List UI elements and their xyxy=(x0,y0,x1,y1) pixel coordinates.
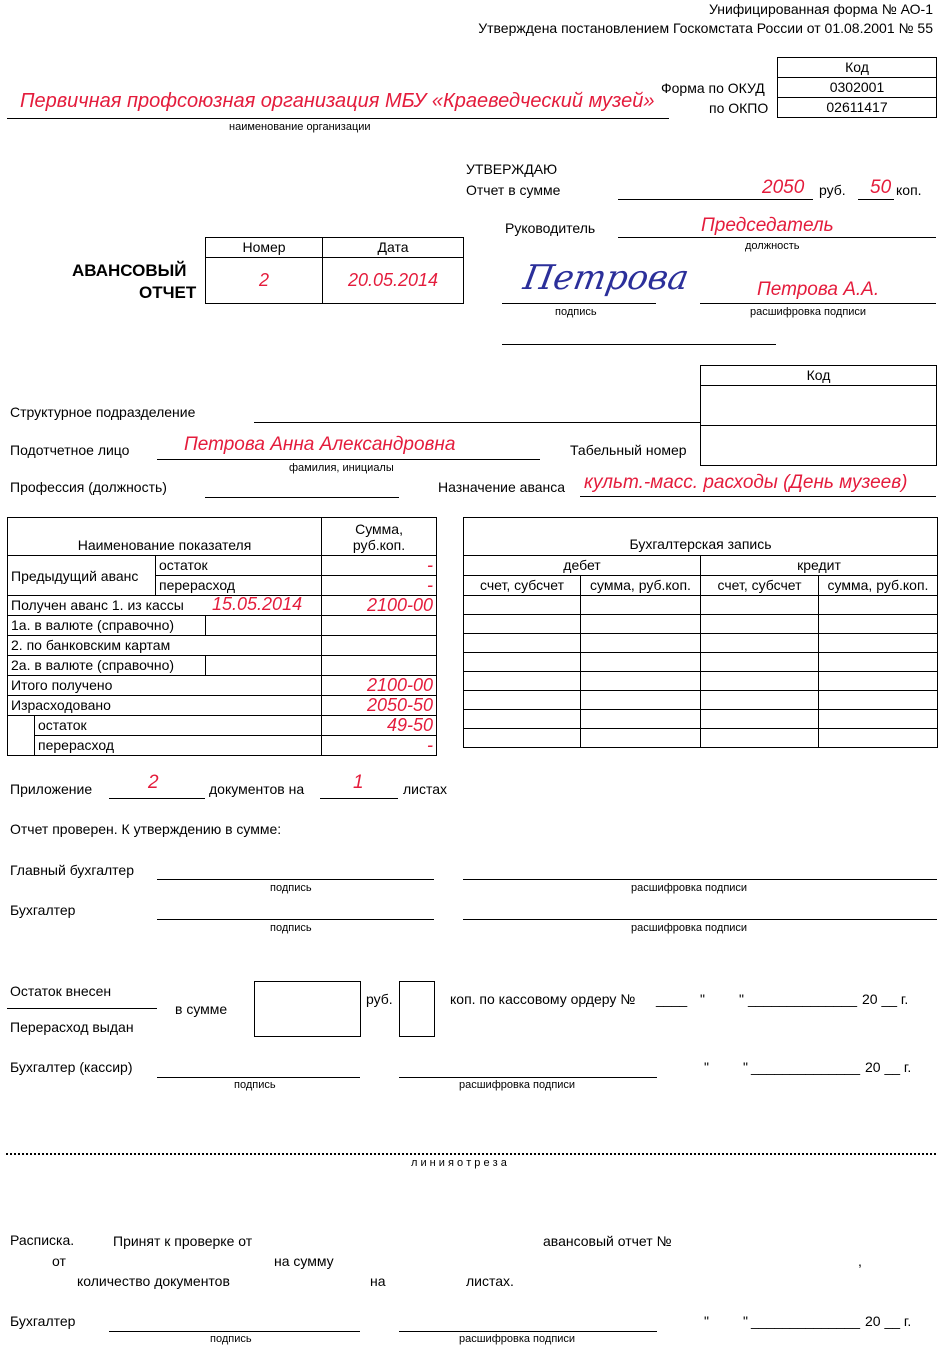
row-label: остаток xyxy=(35,716,322,736)
accounting-title: Бухгалтерская запись xyxy=(464,518,938,556)
receipt-from: от xyxy=(52,1253,66,1269)
head-signature: Петрова xyxy=(520,258,692,298)
row-label: Итого получено xyxy=(8,676,322,696)
receipt-on-sum: на сумму xyxy=(274,1253,334,1269)
cashier-date-blank: ______________ xyxy=(751,1059,861,1075)
row-label: остаток xyxy=(156,556,322,576)
profession-label: Профессия (должность) xyxy=(10,479,167,495)
okud-code-table xyxy=(777,57,937,118)
col-sum-header-2: руб.коп. xyxy=(352,536,406,553)
receipt-quote-open: " xyxy=(704,1313,709,1329)
approve-sum-rub: 2050 xyxy=(762,177,805,198)
report-date: 20.05.2014 xyxy=(323,258,464,304)
debit-acc-header: счет, субсчет xyxy=(464,576,581,596)
attachment-docs-label: документов на xyxy=(209,781,305,797)
person-caption: фамилия, инициалы xyxy=(289,462,394,474)
approve-sum-kop: 50 xyxy=(870,177,892,198)
order-year: 20 __ г. xyxy=(862,991,909,1007)
rub-label: руб. xyxy=(819,182,846,198)
code-header: Код xyxy=(778,58,937,78)
report-number: 2 xyxy=(206,258,323,304)
receipt-date-blank: ______________ xyxy=(751,1313,861,1329)
debit-sum-header: сумма, руб.коп. xyxy=(581,576,701,596)
approve-title: УТВЕРЖДАЮ xyxy=(466,161,558,177)
indicators-table xyxy=(7,517,437,756)
accountant-decoding-caption: расшифровка подписи xyxy=(631,922,748,934)
receipt-decoding-caption: расшифровка подписи xyxy=(459,1333,576,1345)
attachment-sheets-label: листах xyxy=(403,781,448,797)
receipt-docs-count: количество документов xyxy=(77,1273,230,1289)
row-value: - xyxy=(322,736,437,756)
chief-sign-caption: подпись xyxy=(270,882,312,894)
row-value xyxy=(322,616,437,636)
approve-sum-label: Отчет в сумме xyxy=(466,182,561,198)
attachment-sheets: 1 xyxy=(353,772,364,793)
cashier-quote-close: " xyxy=(743,1059,748,1075)
row-label: Израсходовано xyxy=(8,696,322,716)
row-label: 2а. в валюте (справочно) xyxy=(8,656,206,676)
cashier-sign-caption: подпись xyxy=(234,1079,276,1091)
person-code-table xyxy=(700,365,937,466)
tab-number-label: Табельный номер xyxy=(570,442,687,458)
organization-caption: наименование организации xyxy=(229,121,371,133)
okpo-label: по ОКПО xyxy=(709,100,769,116)
person-name: Петрова Анна Александровна xyxy=(184,434,456,455)
row-label: 2. по банковским картам xyxy=(8,636,322,656)
okud-value: 0302001 xyxy=(778,78,937,98)
col-sum-header-1: Сумма, xyxy=(355,520,403,537)
balance-in-label: Остаток внесен xyxy=(10,983,112,999)
head-decoding: Петрова А.А. xyxy=(757,279,880,300)
cashier-decoding-caption: расшифровка подписи xyxy=(459,1079,576,1091)
row-value xyxy=(322,656,437,676)
receipt-accepted: Принят к проверке от xyxy=(113,1233,253,1249)
sum-kop-box xyxy=(399,981,435,1037)
okud-label: Форма по ОКУД xyxy=(661,80,765,96)
row-label: перерасход xyxy=(156,576,322,596)
attachment-label: Приложение xyxy=(10,781,93,797)
debit-header: дебет xyxy=(464,556,701,576)
attachment-docs: 2 xyxy=(148,772,159,793)
row-value: 2100-00 xyxy=(322,596,437,616)
person-label: Подотчетное лицо xyxy=(10,442,130,458)
row-label: перерасход xyxy=(35,736,322,756)
row-value: 2100-00 xyxy=(322,676,437,696)
row-value: 49-50 xyxy=(322,716,437,736)
row-value xyxy=(322,636,437,656)
prev-advance-label: Предыдущий аванс xyxy=(8,556,156,596)
cashier-year: 20 __ г. xyxy=(865,1059,912,1075)
cash-order-label: коп. по кассовому ордеру № xyxy=(450,991,636,1007)
order-date-blank: ______________ xyxy=(748,991,858,1007)
cut-line-label: л и н и я о т р е з а xyxy=(411,1157,507,1169)
purpose-value: культ.-масс. расходы (День музеев) xyxy=(584,472,908,493)
accountant-label: Бухгалтер xyxy=(10,902,76,918)
kop-label: коп. xyxy=(896,182,922,198)
head-position: Председатель xyxy=(701,215,834,236)
okpo-value: 02611417 xyxy=(778,98,937,118)
number-header: Номер xyxy=(206,238,323,258)
col-name-header: Наименование показателя xyxy=(8,518,322,556)
receipt-quote-close: " xyxy=(743,1313,748,1329)
chief-decoding-caption: расшифровка подписи xyxy=(631,882,748,894)
credit-acc-header: счет, субсчет xyxy=(701,576,819,596)
receipt-sheets: листах. xyxy=(466,1273,514,1289)
advance-date: 15.05.2014 xyxy=(212,594,303,614)
row-value: 2050-50 xyxy=(322,696,437,716)
quote-open: " xyxy=(700,991,705,1007)
row-label: Получен аванс 1. из кассы xyxy=(11,597,184,613)
organization-name: Первичная профсоюзная организация МБУ «Краеведческий музей» xyxy=(20,90,655,112)
sum-rub-box xyxy=(254,981,361,1037)
chief-accountant-label: Главный бухгалтер xyxy=(10,862,134,878)
person-code-header: Код xyxy=(701,366,937,386)
order-number-blank: ____ xyxy=(656,991,688,1007)
verified-text: Отчет проверен. К утверждению в сумме: xyxy=(10,821,282,837)
cashier-label: Бухгалтер (кассир) xyxy=(10,1059,133,1075)
receipt-report-no: авансовый отчет № xyxy=(543,1233,672,1249)
position-caption: должность xyxy=(745,240,800,252)
date-header: Дата xyxy=(323,238,464,258)
cash-rub-label: руб. xyxy=(366,991,393,1007)
row-value: - xyxy=(322,556,437,576)
overspend-out-label: Перерасход выдан xyxy=(10,1019,134,1035)
receipt-accountant: Бухгалтер xyxy=(10,1313,76,1329)
division-label: Структурное подразделение xyxy=(10,404,196,420)
receipt-on: на xyxy=(370,1273,386,1289)
report-title-1: АВАНСОВЫЙ xyxy=(72,261,187,280)
in-sum-label: в сумме xyxy=(175,1001,228,1017)
cashier-quote-open: " xyxy=(704,1059,709,1075)
purpose-label: Назначение аванса xyxy=(438,479,566,495)
form-approval: Утверждена постановлением Госкомстата России от 01.08.2001 № 55 xyxy=(478,20,933,36)
quote-close: " xyxy=(739,991,744,1007)
report-title-2: ОТЧЕТ xyxy=(139,283,197,302)
signature-caption: подпись xyxy=(555,306,597,318)
report-number-table xyxy=(205,237,464,304)
credit-sum-header: сумма, руб.коп. xyxy=(819,576,938,596)
receipt-comma: , xyxy=(858,1253,862,1269)
decoding-caption: расшифровка подписи xyxy=(750,306,867,318)
cut-line xyxy=(6,1153,936,1155)
receipt-year: 20 __ г. xyxy=(865,1313,912,1329)
credit-header: кредит xyxy=(701,556,938,576)
form-name: Унифицированная форма № АО-1 xyxy=(708,1,933,17)
head-label: Руководитель xyxy=(505,220,596,236)
accountant-sign-caption: подпись xyxy=(270,922,312,934)
row-label: 1а. в валюте (справочно) xyxy=(8,616,206,636)
receipt-title: Расписка. xyxy=(10,1232,75,1248)
receipt-sign-caption: подпись xyxy=(210,1333,252,1345)
row-value: - xyxy=(322,576,437,596)
accounting-table xyxy=(463,517,938,748)
